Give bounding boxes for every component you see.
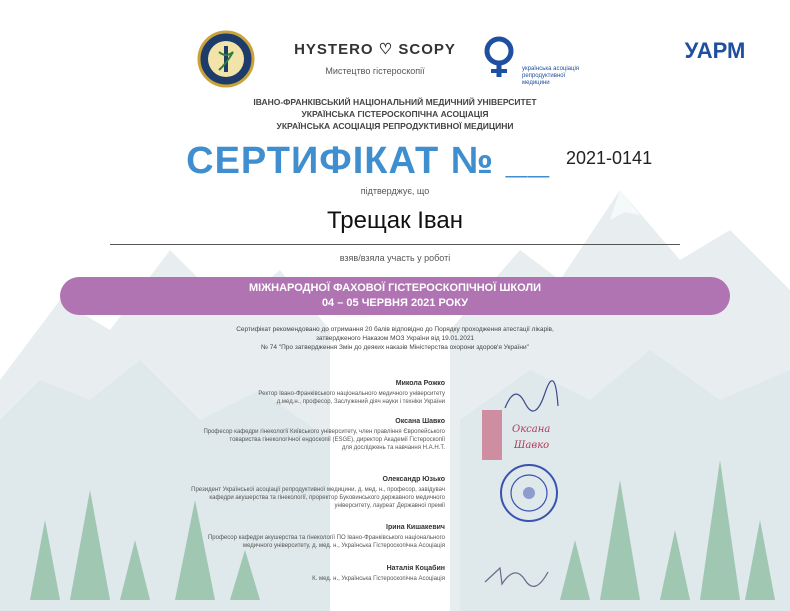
signatory-desc: Ректор Івано-Франківського національного медичного університету: [258, 391, 445, 397]
event-title: МІЖНАРОДНОЇ ФАХОВОЇ ГІСТЕРОСКОПІЧНОЇ ШКОЛИ: [249, 282, 541, 294]
handwritten-signature-2: [480, 560, 550, 590]
certificate-number: 2021-0141: [566, 148, 653, 168]
signatory-name: Оксана Шавко: [395, 418, 445, 425]
name-underline: [110, 244, 680, 245]
signatory-desc: К. мед. н., Українська Гістероскопічна Асоціація: [312, 576, 445, 582]
uarm-logo: [480, 36, 746, 86]
handwritten-signature-1: [500, 378, 560, 418]
event-dates: 04 – 05 ЧЕРВНЯ 2021 РОКУ: [321, 297, 469, 309]
accreditation-line-2: затвердженого Наказом МОЗ України від 19.01.2021: [315, 335, 475, 342]
accreditation-line-1: Сертифікат рекомендовано до отримання 20 балів відповідно до Порядку проходження атестації лікарів,: [236, 326, 554, 333]
signatory-name: Наталія Коцабин: [386, 565, 445, 572]
took-part-text: взяв/взяла участь у роботі: [339, 253, 451, 263]
signatory-name: Микола Рожко: [395, 380, 445, 387]
hysteroscopy-brand: HYSTERO ♡ SCOPY: [294, 41, 456, 58]
signatory-desc: для досліджень та навчання Н.А.Н.Т.: [341, 445, 445, 451]
stamp-name-line2: Шавко: [514, 440, 550, 451]
signatory-desc: медичного університету, д. мед. н., Українська Гістероскопічна Асоціація: [242, 543, 445, 549]
signatory-desc: д.мед.н., професор, Заслужений діяч науки і техніки України: [276, 399, 445, 405]
signatory-desc: товариства гінекологічної ендоскопії (ESGE), директор Академії Гістероскопії: [229, 437, 445, 443]
certificate-title: СЕРТИФІКАТ № __: [186, 140, 550, 182]
signatory-desc: Професор кафедри акушерства та гінекології ПО Івано-Франківського національного: [207, 535, 445, 541]
hysteroscopy-logo: [290, 40, 460, 80]
recipient-name: Трещак Іван: [326, 207, 464, 234]
org-line-1: ІВАНО-ФРАНКІВСЬКИЙ НАЦІОНАЛЬНИЙ МЕДИЧНИЙ УНІВЕРСИТЕТ: [253, 97, 537, 107]
signatory-name: Олександр Юзько: [382, 476, 445, 483]
round-seal-icon: [498, 462, 560, 524]
uarm-subtitle: українська асоціація репродуктивної медицини: [522, 66, 580, 86]
uarm-name: УАРМ: [684, 38, 746, 63]
org-line-2: УКРАЇНСЬКА ГІСТЕРОСКОПІЧНА АСОЦІАЦІЯ: [301, 109, 489, 119]
signatory-desc: кафедри акушерства та гінекології, проректор Буковинського державного медичного: [209, 495, 445, 501]
confirms-text: підтверджує, що: [360, 186, 430, 196]
event-banner: [60, 277, 730, 315]
female-symbol-icon: [480, 36, 518, 80]
signatory-desc: університету, лауреат Державної премії: [334, 503, 445, 509]
signatory-desc: Президент Української асоціації репродуктивної медицини, д. мед. н., професор, завідувач: [191, 487, 445, 493]
name-stamp-mark: [482, 410, 502, 460]
signatory-desc: Професор кафедри гінекології Київського університету, член правління Європейського: [203, 429, 445, 435]
signatory-name: Ірина Кишакевич: [386, 524, 445, 531]
org-line-3: УКРАЇНСЬКА АСОЦІАЦІЯ РЕПРОДУКТИВНОЇ МЕДИЦИНИ: [276, 121, 514, 131]
hysteroscopy-tagline: Мистецтво гістероскопії: [325, 66, 425, 76]
accreditation-line-3: № 74 "Про затвердження Змін до деяких наказів Міністерства охорони здоров'я України": [261, 344, 529, 351]
university-emblem-icon: [197, 30, 255, 88]
stamp-name-line1: Оксана: [512, 424, 551, 435]
